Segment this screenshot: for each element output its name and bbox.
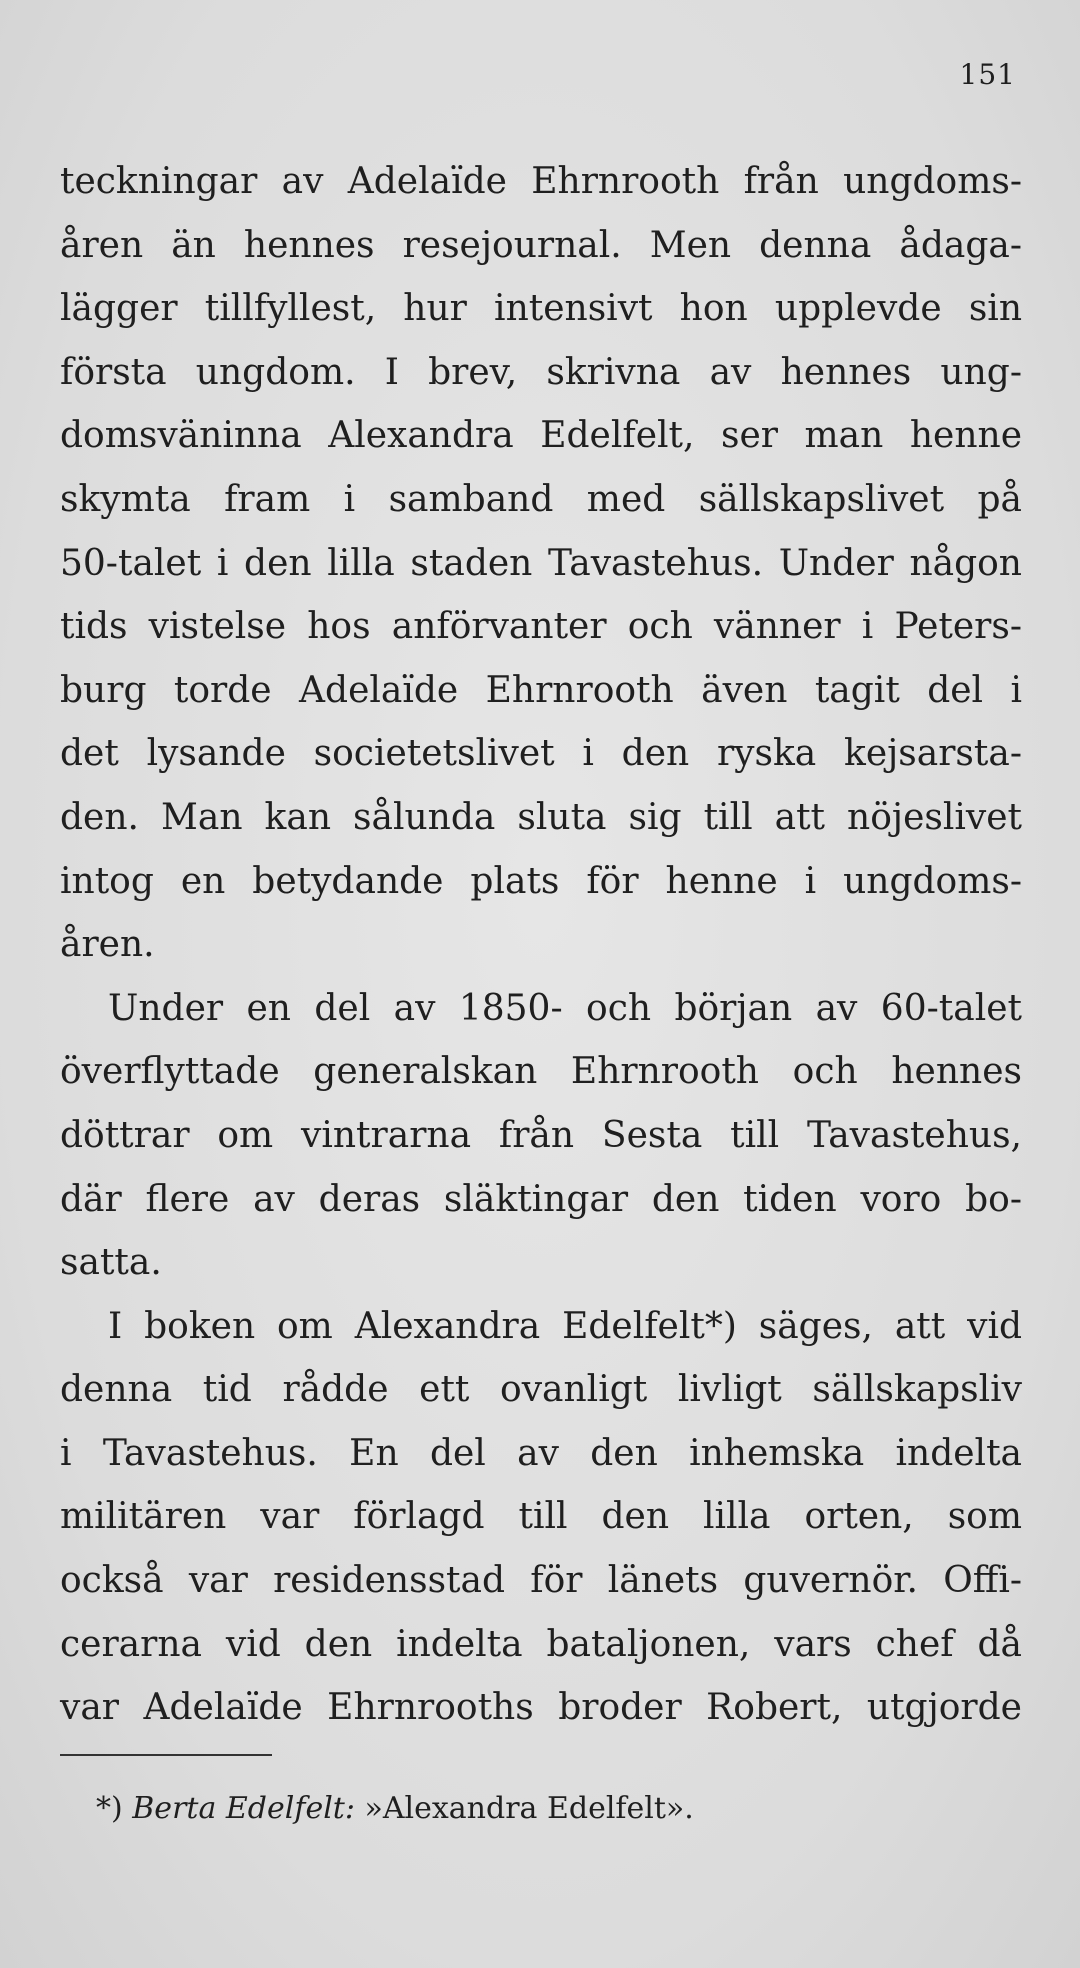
text-line: där flere av deras släktingar den tiden voro bo- (60, 1178, 1022, 1220)
text-line: åren. (60, 924, 155, 966)
text-line: lägger tillfyllest, hur intensivt hon upplevde sin (60, 288, 1022, 330)
body-text (60, 150, 1022, 1740)
text-line: domsväninna Alexandra Edelfelt, ser man henne (60, 415, 1022, 457)
text-line: denna tid rådde ett ovanligt livligt sällskapsliv (60, 1369, 1022, 1411)
footnote-title: »Alexandra Edelfelt». (364, 1791, 694, 1826)
text-line: satta. (60, 1242, 162, 1284)
footnote-author: Berta Edelfelt: (132, 1791, 355, 1826)
footnote (96, 1791, 694, 1826)
text-line: skymta fram i samband med sällskapslivet på (60, 478, 1022, 520)
text-line: första ungdom. I brev, skrivna av hennes ung- (60, 351, 1022, 393)
text-line: burg torde Adelaïde Ehrnrooth även tagit del i (60, 669, 1022, 711)
text-line: I boken om Alexandra Edelfelt*) säges, att vid (108, 1305, 1022, 1347)
text-line: tids vistelse hos anförvanter och vänner i Peters- (60, 606, 1022, 648)
page-number: 151 (959, 58, 1016, 91)
text-line: döttrar om vintrarna från Sesta till Tavastehus, (60, 1114, 1022, 1156)
text-line: teckningar av Adelaïde Ehrnrooth från ungdoms- (60, 161, 1022, 202)
text-line: 50-talet i den lilla staden Tavastehus. Under någon (60, 542, 1022, 584)
text-line: den. Man kan sålunda sluta sig till att nöjeslivet (60, 796, 1022, 838)
text-line: Under en del av 1850- och början av 60-talet (108, 987, 1022, 1029)
text-line: var Adelaïde Ehrnrooths broder Robert, utgjorde (60, 1687, 1022, 1729)
text-line: också var residensstad för länets guvernör. Offi- (60, 1560, 1022, 1602)
text-line: intog en betydande plats för henne i ungdoms- (60, 860, 1022, 902)
text-line: militären var förlagd till den lilla orten, som (60, 1496, 1022, 1538)
text-line: det lysande societetslivet i den ryska kejsarsta- (60, 733, 1022, 775)
text-line: i Tavastehus. En del av den inhemska indelta (60, 1432, 1022, 1474)
footnote-marker: *) (96, 1791, 123, 1826)
text-line: cerarna vid den indelta bataljonen, vars chef då (60, 1623, 1022, 1665)
text-line: åren än hennes resejournal. Men denna ådaga- (60, 224, 1022, 266)
footnote-divider (60, 1754, 272, 1756)
text-line: överflyttade generalskan Ehrnrooth och hennes (60, 1051, 1022, 1093)
